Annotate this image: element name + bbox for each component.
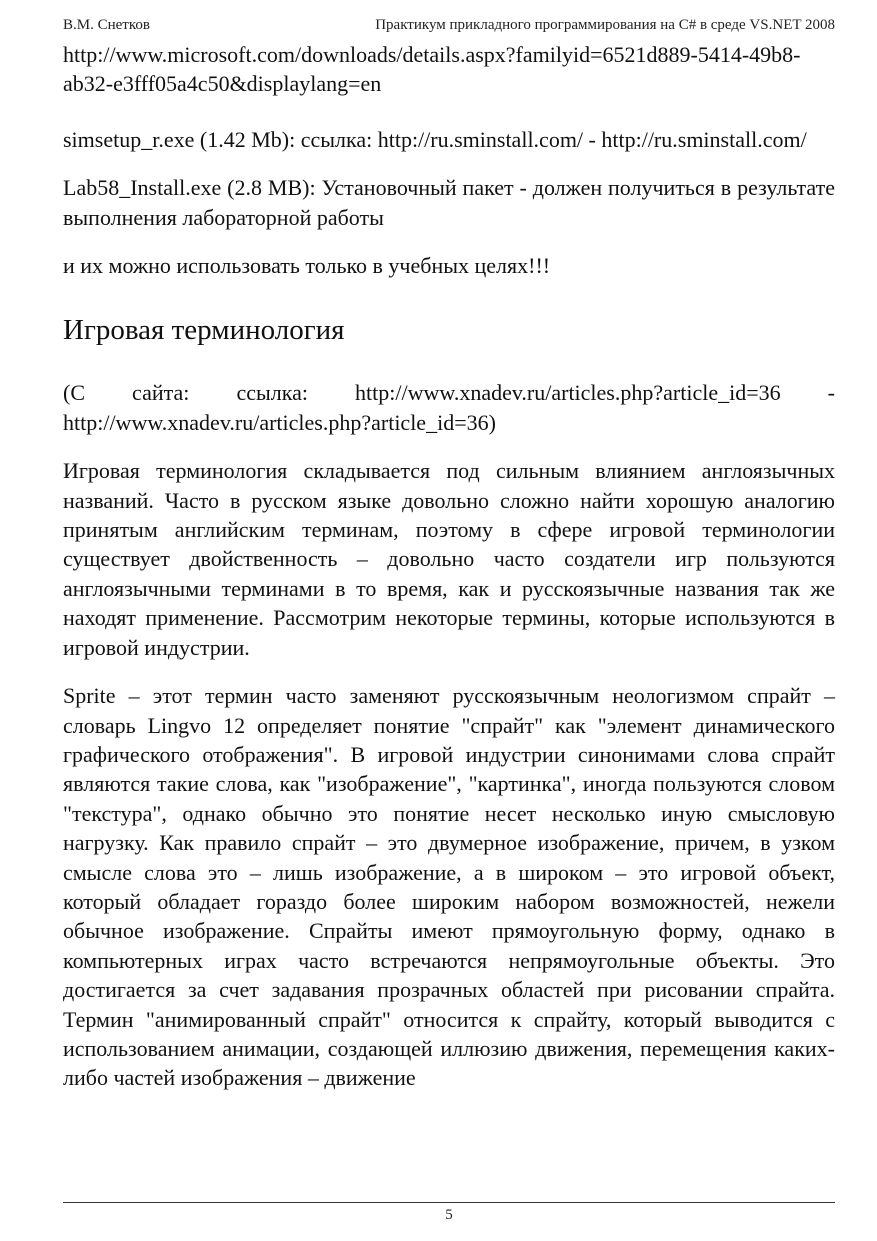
simsetup-paragraph: simsetup_r.exe (1.42 Mb): ссылка: http://ru.sminstall.com/ - http://ru.sminstall.com/	[63, 126, 807, 152]
document-page	[63, 0, 835, 1241]
source-paragraph: (С сайта: ссылка: http://www.xnadev.ru/articles.php?article_id=36 - http://www.xnadev.ru/articles.php?article_id=36)	[63, 380, 835, 435]
microsoft-download-link[interactable]: http://www.microsoft.com/downloads/details.aspx?familyid=6521d889-5414-49b8-ab32-e3fff05a4c50&displaylang=en	[63, 42, 801, 97]
page-content	[63, 40, 835, 1112]
sprite-paragraph: Sprite – этот термин часто заменяют русскоязычным неологизмом спрайт – словарь Lingvo 12 определяет понятие "спрайт" как "элемент динамического графического отображения". В игровой индустрии синонимами слова спрайт являются такие слова, как "изображение", "картинка", иногда пользуются словом "текстура", однако обычно это понятие несет несколько иную смысловую нагрузку. Как правило спрайт – это двумерное изображение, причем, в узком смысле слова это – лишь изображение, а в широком – это игровой объект, который обладает гораздо более широким набором возможностей, нежели обычное изображение. Спрайты имеют прямоугольную форму, однако в компьютерных играх часто встречаются непрямоугольные объекты. Это достигается за счет задавания прозрачных областей при рисовании спрайта. Термин "анимированный спрайт" относится к спрайту, который выводится с использованием анимации, создающей иллюзию движения, перемещения каких-либо частей изображения – движение	[63, 683, 835, 1091]
header-author: В.М. Снетков	[63, 17, 150, 33]
header-title: Практикум прикладного программирования на C# в среде VS.NET 2008	[375, 17, 835, 33]
page-number: 5	[445, 1207, 453, 1223]
intro-paragraph: Игровая терминология складывается под сильным влиянием англоязычных названий. Часто в русском языке довольно сложно найти хорошую аналогию принятым английским терминам, поэтому в сфере игровой терминологии существует двойственность – довольно часто создатели игр пользуются англоязычными терминами в то время, как и русскоязычные названия так же находят применение. Рассмотрим некоторые термины, которые используются в игровой индустрии.	[63, 458, 835, 660]
section-heading: Игровая терминология	[63, 314, 345, 347]
lab58-paragraph: Lab58_Install.exe (2.8 MB): Установочный пакет - должен получиться в результате выполнения лабораторной работы	[63, 175, 835, 230]
usage-note-paragraph: и их можно использовать только в учебных целях!!!	[63, 253, 551, 279]
footer-divider	[63, 1202, 835, 1203]
